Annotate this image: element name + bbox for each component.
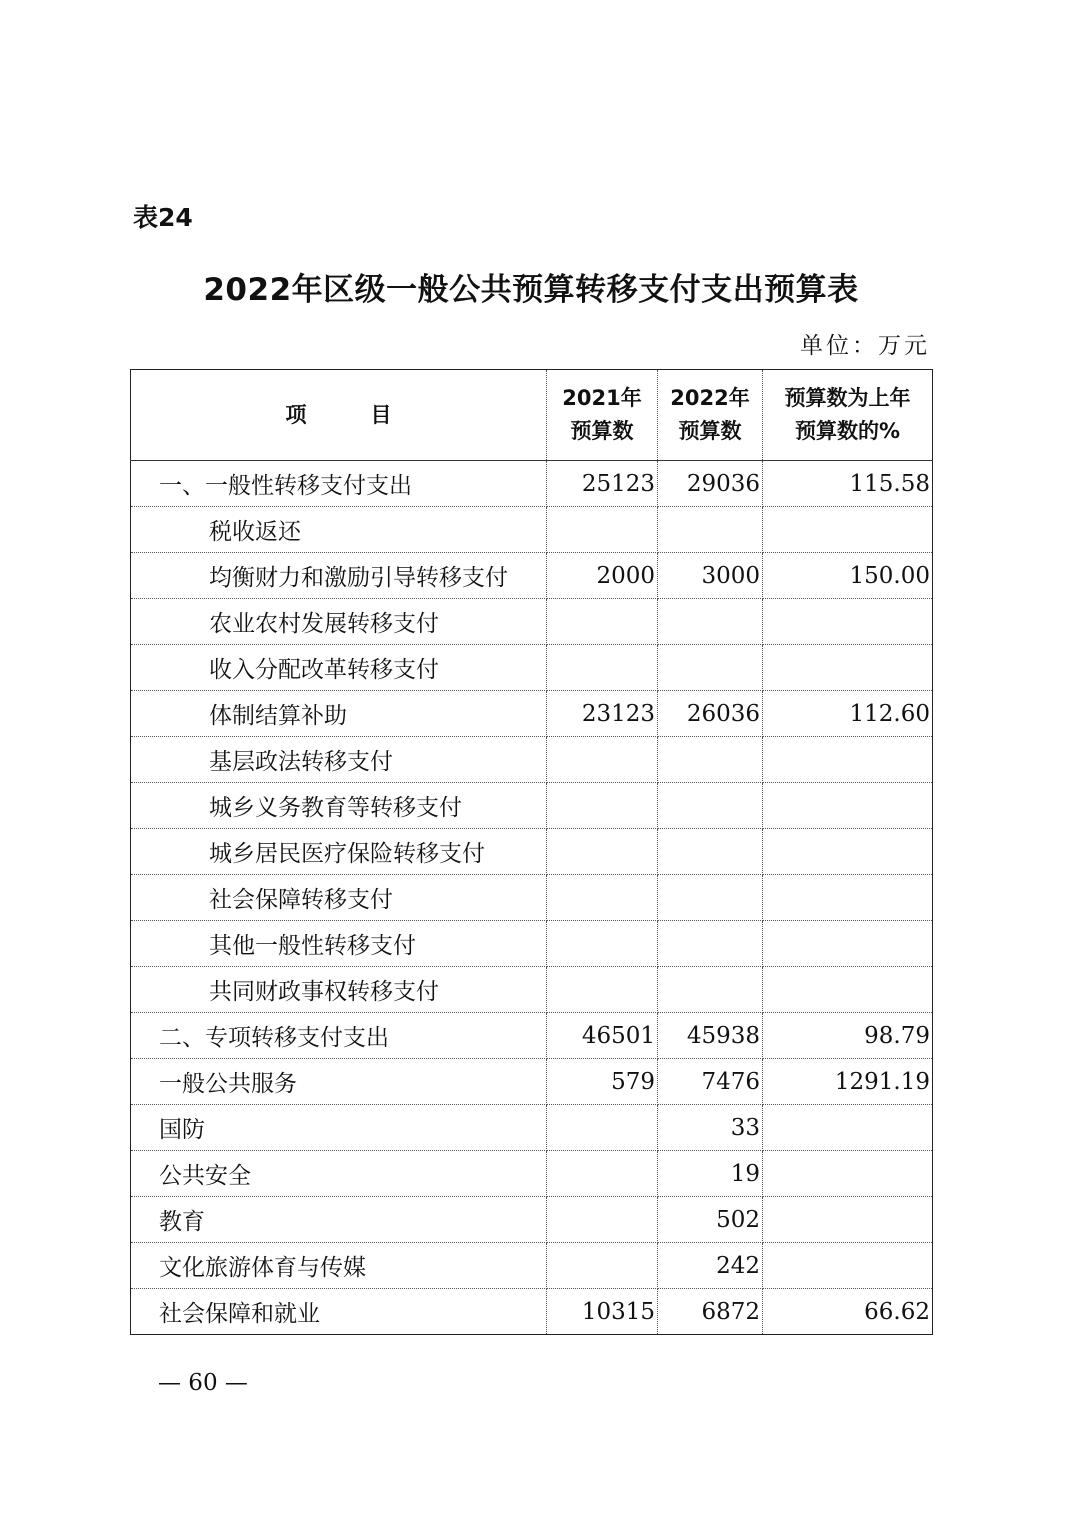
table-row <box>131 829 933 875</box>
table-row <box>131 1243 933 1289</box>
row-2022 <box>658 645 763 691</box>
row-item: 城乡义务教育等转移支付 <box>131 783 547 829</box>
row-2022: 33 <box>658 1105 763 1151</box>
row-item: 共同财政事权转移支付 <box>131 967 547 1013</box>
row-2021 <box>547 1197 658 1243</box>
row-percent <box>763 875 933 921</box>
row-2021: 10315 <box>547 1289 658 1335</box>
row-2021: 579 <box>547 1059 658 1105</box>
row-percent: 66.62 <box>864 1298 930 1325</box>
row-item: 二、专项转移支付支出 <box>131 1013 547 1059</box>
row-2021 <box>547 737 658 783</box>
row-2022 <box>658 737 763 783</box>
row-2022: 6872 <box>658 1289 763 1335</box>
table-number: 表24 <box>133 203 193 232</box>
row-2022: 19 <box>658 1151 763 1197</box>
row-2021 <box>547 507 658 553</box>
row-percent <box>763 1243 933 1289</box>
row-percent <box>763 967 933 1013</box>
row-2021: 25123 <box>547 461 658 507</box>
row-2021: 23123 <box>547 691 658 737</box>
table-row <box>131 507 933 553</box>
row-2022: 26036 <box>658 691 763 737</box>
table-row <box>131 921 933 967</box>
row-percent <box>763 645 933 691</box>
table-row <box>131 461 933 507</box>
row-2021 <box>547 875 658 921</box>
row-percent: 150.00 <box>763 553 933 599</box>
row-percent <box>763 1197 933 1243</box>
table-row <box>131 1151 933 1197</box>
row-item: 税收返还 <box>131 507 547 553</box>
table-row <box>131 553 933 599</box>
row-2022 <box>658 507 763 553</box>
row-percent <box>763 921 933 967</box>
row-item: 一、一般性转移支付支出 <box>131 461 547 507</box>
table-row <box>131 967 933 1013</box>
row-2022 <box>658 967 763 1013</box>
header-percent: 预算数为上年 预算数的% <box>763 370 933 461</box>
row-item: 国防 <box>131 1105 547 1151</box>
table-row <box>131 1197 933 1243</box>
row-item: 体制结算补助 <box>131 691 547 737</box>
row-2021 <box>547 829 658 875</box>
row-2021 <box>547 645 658 691</box>
table-row <box>131 783 933 829</box>
row-percent <box>763 507 933 553</box>
row-percent: 115.58 <box>763 461 933 507</box>
row-2022: 242 <box>658 1243 763 1289</box>
row-item: 农业农村发展转移支付 <box>131 599 547 645</box>
row-item: 其他一般性转移支付 <box>131 921 547 967</box>
row-item: 收入分配改革转移支付 <box>131 645 547 691</box>
table-row <box>131 1289 933 1335</box>
row-2022 <box>658 783 763 829</box>
page-number: — 60 — <box>158 1370 248 1396</box>
table-row <box>131 737 933 783</box>
row-2022 <box>658 875 763 921</box>
header-2021: 2021年 预算数 <box>547 370 658 461</box>
unit-label: 单位：万元 <box>800 333 930 359</box>
row-2022: 7476 <box>658 1059 763 1105</box>
row-2021 <box>547 599 658 645</box>
row-2021 <box>547 1105 658 1151</box>
row-percent: 1291.19 <box>763 1059 933 1105</box>
row-percent <box>763 1105 933 1151</box>
table-row <box>131 599 933 645</box>
row-item: 一般公共服务 <box>131 1059 547 1105</box>
row-percent <box>763 783 933 829</box>
row-item: 公共安全 <box>131 1151 547 1197</box>
row-percent <box>763 737 933 783</box>
row-item: 基层政法转移支付 <box>131 737 547 783</box>
row-percent: 98.79 <box>763 1013 933 1059</box>
row-2022: 45938 <box>658 1013 763 1059</box>
header-item: 项 目 <box>131 370 547 461</box>
table-row <box>131 645 933 691</box>
row-2021 <box>547 1151 658 1197</box>
row-item: 社会保障和就业 <box>131 1289 547 1335</box>
row-2022 <box>658 829 763 875</box>
table-row <box>131 691 933 737</box>
table-row <box>131 875 933 921</box>
header-2022: 2022年 预算数 <box>658 370 763 461</box>
document-title: 2022年区级一般公共预算转移支付支出预算表 <box>203 272 859 308</box>
row-2021 <box>547 1243 658 1289</box>
table-row <box>131 1059 933 1105</box>
row-percent <box>763 1151 933 1197</box>
row-2022: 3000 <box>658 553 763 599</box>
budget-table <box>130 369 933 1335</box>
row-item: 城乡居民医疗保险转移支付 <box>131 829 547 875</box>
row-2021: 46501 <box>547 1013 658 1059</box>
row-2021: 2000 <box>547 553 658 599</box>
table-row <box>131 1013 933 1059</box>
row-2022 <box>658 921 763 967</box>
row-2021 <box>547 921 658 967</box>
row-item: 文化旅游体育与传媒 <box>131 1243 547 1289</box>
row-percent <box>763 829 933 875</box>
row-2021 <box>547 783 658 829</box>
table-row <box>131 1105 933 1151</box>
row-2022: 502 <box>658 1197 763 1243</box>
row-item: 教育 <box>131 1197 547 1243</box>
row-2022: 29036 <box>658 461 763 507</box>
row-percent: 112.60 <box>763 691 933 737</box>
row-item: 社会保障转移支付 <box>131 875 547 921</box>
table-header-row <box>131 370 933 461</box>
row-2022 <box>658 599 763 645</box>
row-item: 均衡财力和激励引导转移支付 <box>131 553 547 599</box>
row-2021 <box>547 967 658 1013</box>
row-percent <box>763 599 933 645</box>
